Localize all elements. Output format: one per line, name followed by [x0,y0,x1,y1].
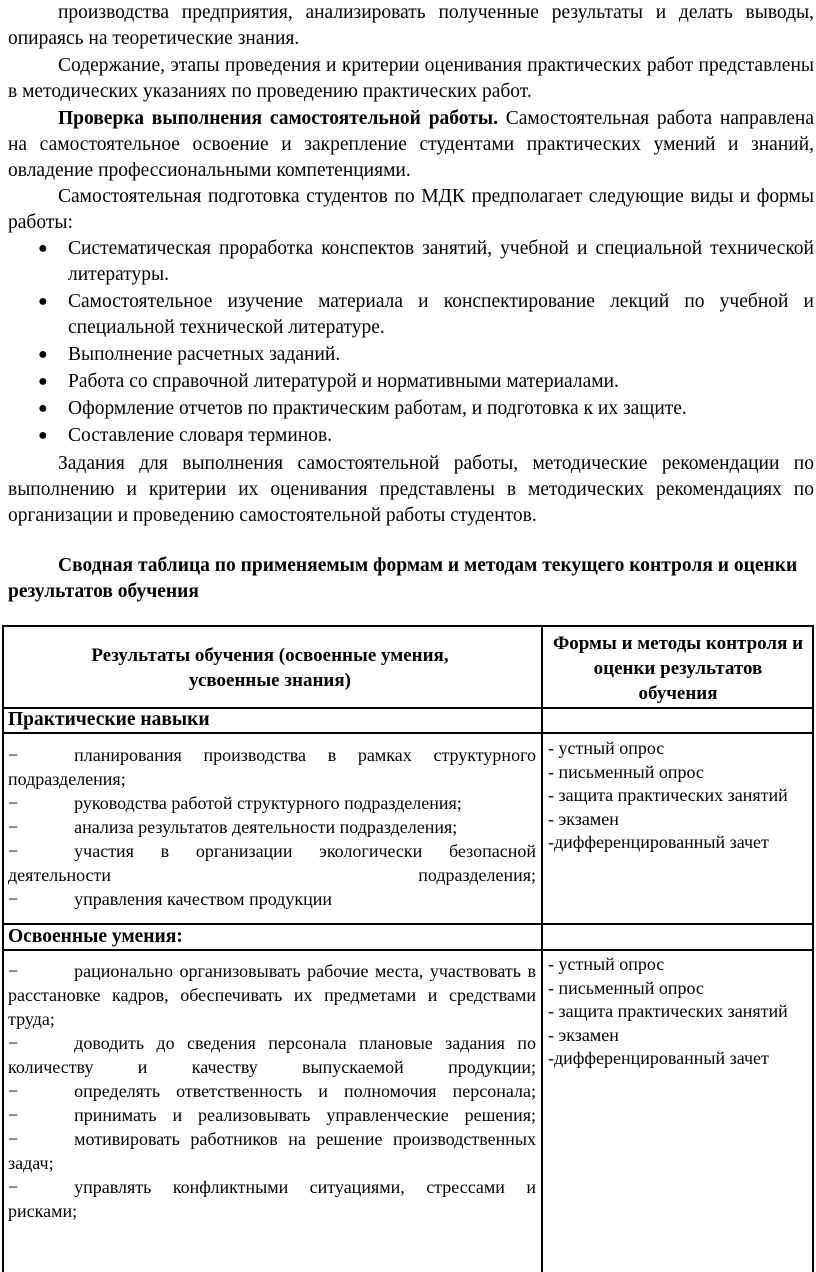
dash-icon: − [8,817,19,837]
dash-icon: − [8,745,19,765]
paragraph-text: Содержание, этапы проведения и критерии оценивания практических работ представлены в методических указаниях по проведению практических работ. [8,55,814,102]
table-border [541,625,543,1272]
dash-icon: − [8,841,19,861]
bullet-icon: ● [38,400,48,417]
paragraph-forms-intro [8,184,814,236]
dash-icon: − [8,1105,19,1125]
list-item: Оформление отчетов по практическим работам, и подготовка к их защите. [68,398,687,419]
bullet-icon: ● [38,373,48,390]
list-item: Выполнение расчетных заданий. [68,344,341,365]
table-row: − управления качеством продукции [8,889,332,909]
table-row: − планирования производства в рамках структурного подразделения; [8,745,536,789]
section1-list [8,743,536,911]
paragraph-practical-works [8,53,814,105]
section2-list [8,959,536,1223]
bullet-icon: ● [38,240,48,257]
paragraph-continuation [8,0,814,52]
table-row: − определять ответственность и полномочия персонала; [8,1081,536,1101]
table-border [2,625,4,1272]
header-results: Результаты обучения (освоенные умения, усвоенные знания) [91,645,449,691]
section2-forms [548,953,810,1071]
table-row: − рационально организовывать рабочие места, участвовать в расстановке кадров, обеспечивать их предметами и средствами труда; [8,961,536,1029]
table-border [812,625,814,1272]
paragraph-text: Задания для выполнения самостоятельной работы, методические рекомендации по выполнению и критерии их оценивания представлены в методических рекомендациях по организации и проведению самостоятельной работы студентов. [8,453,814,526]
paragraph-text: Самостоятельная работа направлена на самостоятельное освоение и закрепление студентами практических умений и знаний, овладение профессиональными компетенциями. [8,108,815,181]
dash-icon: − [8,793,19,813]
list-item: Самостоятельное изучение материала и конспектирование лекций по учебной и специальной технической литературе. [68,291,814,338]
table-row: − мотивировать работников на решение производственных задач; [8,1129,536,1173]
bullet-icon: ● [38,293,48,310]
list-item: - письменный опрос [548,761,704,782]
section-mastered-skills: Освоенные умения: [8,926,183,947]
table-row: − принимать и реализовывать управленческие решения; [8,1105,536,1125]
table-border [2,732,814,734]
dash-icon: − [8,1033,19,1053]
paragraph-self-work-check [8,106,814,184]
table-border [2,625,814,627]
bullet-icon: ● [38,346,48,363]
table-row: − доводить до сведения персонала плановые задания по количеству и качеству выпускаемой продукции; [8,1033,536,1077]
paragraph-heading: Проверка выполнения самостоятельной работы. [58,108,498,129]
table-row: − управлять конфликтными ситуациями, стрессами и рисками; [8,1177,536,1221]
bullet-icon: ● [38,427,48,444]
list-item: - устный опрос [548,738,665,758]
list-item: -дифференцированный зачет [548,832,769,852]
dash-icon: − [8,961,19,981]
section1-forms [548,737,810,855]
header-control-forms: Формы и методы контроля и оценки результатов обучения [552,633,804,704]
list-item: - экзамен [548,808,619,829]
list-item: Работа со справочной литературой и нормативными материалами. [68,371,619,392]
list-item: - письменный опрос [548,977,704,998]
dash-icon: − [8,1129,19,1149]
table-row: − участия в организации экологически безопасной деятельности подразделения; [8,841,536,885]
dash-icon: − [8,1177,19,1197]
list-item: - защита практических занятий [548,1001,788,1021]
list-item: - устный опрос [548,954,665,974]
paragraph-tasks [8,451,814,529]
list-item: Составление словаря терминов. [68,425,333,446]
dash-icon: − [8,1081,19,1101]
table-border [2,949,814,951]
section-practical-skills: Практические навыки [8,709,210,730]
list-item: - защита практических занятий [548,785,788,805]
table-row: − руководства работой структурного подразделения; [8,793,462,813]
dash-icon: − [8,889,19,909]
table-title: Сводная таблица по применяемым формам и методам текущего контроля и оценки результатов обучения [8,555,798,602]
list-item: -дифференцированный зачет [548,1048,769,1068]
table-row: − анализа результатов деятельности подразделения; [8,817,458,837]
paragraph-text: производства предприятия, анализировать полученные результаты и делать выводы, опираясь на теоретические знания. [8,2,814,49]
list-item: - экзамен [548,1024,619,1045]
list-item: Систематическая проработка конспектов занятий, учебной и специальной технической литературы. [68,238,814,285]
paragraph-text: Самостоятельная подготовка студентов по МДК предполагает следующие виды и формы работы: [8,186,814,233]
